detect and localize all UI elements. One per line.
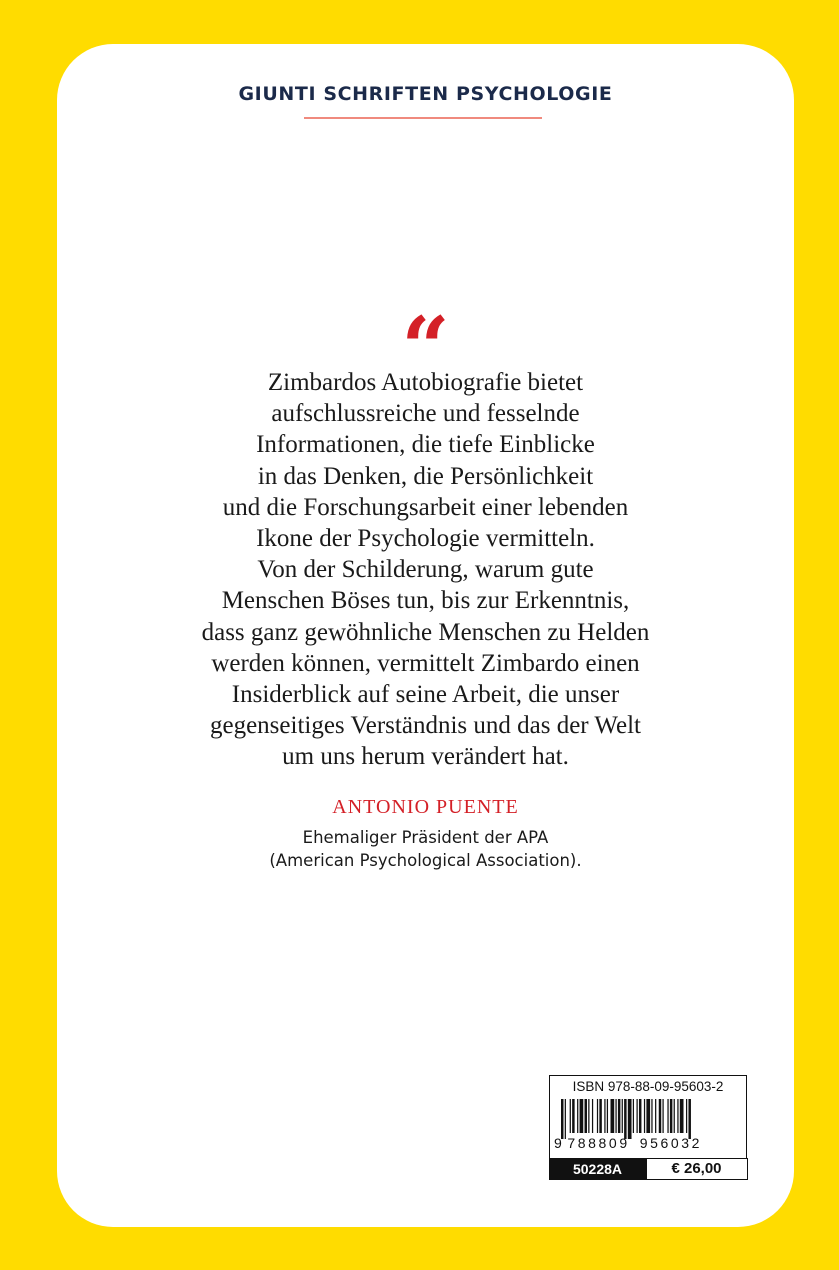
quote-line: Ikone der Psychologie vermitteln. xyxy=(256,525,595,553)
quote-line: Zimbardos Autobiografie bietet xyxy=(267,369,584,396)
quote-line: um uns herum verändert hat. xyxy=(282,743,569,771)
barcode-label xyxy=(549,1075,747,1179)
price-row xyxy=(549,1158,748,1180)
ean-digits xyxy=(554,1135,742,1151)
quote-author-role xyxy=(57,826,794,872)
quote-line: gegenseitiges Verständnis und das der Welt xyxy=(209,712,641,740)
quote-line: und die Forschungsarbeit einer lebenden xyxy=(222,493,629,521)
product-code: 50228A xyxy=(549,1158,647,1180)
ean-left-group: 788809 xyxy=(567,1135,630,1151)
quote-line: dass ganz gewöhnliche Menschen zu Helden xyxy=(201,618,650,646)
quote-line: werden können, vermittelt Zimbardo einen xyxy=(211,649,640,677)
ean-right-group: 956032 xyxy=(639,1135,703,1151)
series-divider xyxy=(304,117,542,119)
blurb-quote xyxy=(137,367,714,773)
isbn-number: ISBN 978-88-09-95603-2 xyxy=(572,1079,724,1094)
quote-line: Menschen Böses tun, bis zur Erkenntnis, xyxy=(221,587,630,615)
author-role-line: (American Psychological Association). xyxy=(269,851,582,870)
ean-first-digit: 9 xyxy=(554,1135,565,1151)
quote-line: Informationen, die tiefe Einblicke xyxy=(256,431,595,459)
quote-line: Insiderblick auf seine Arbeit, die unser xyxy=(231,681,620,709)
author-role-line: Ehemaliger Präsident der APA xyxy=(302,828,549,847)
back-cover-panel xyxy=(57,44,794,1227)
quote-mark-icon: “ xyxy=(401,298,450,397)
quote-author-name: ANTONIO PUENTE xyxy=(332,796,519,818)
price-tag: € 26,00 xyxy=(647,1158,748,1180)
quote-line: Von der Schilderung, warum gute xyxy=(257,556,594,584)
series-title: GIUNTI SCHRIFTEN PSYCHOLOGIE xyxy=(238,83,613,105)
quote-line: aufschlussreiche und fesselnde xyxy=(271,400,580,428)
quote-line: in das Denken, die Persönlichkeit xyxy=(257,462,594,490)
ean-barcode-icon xyxy=(561,1099,737,1139)
